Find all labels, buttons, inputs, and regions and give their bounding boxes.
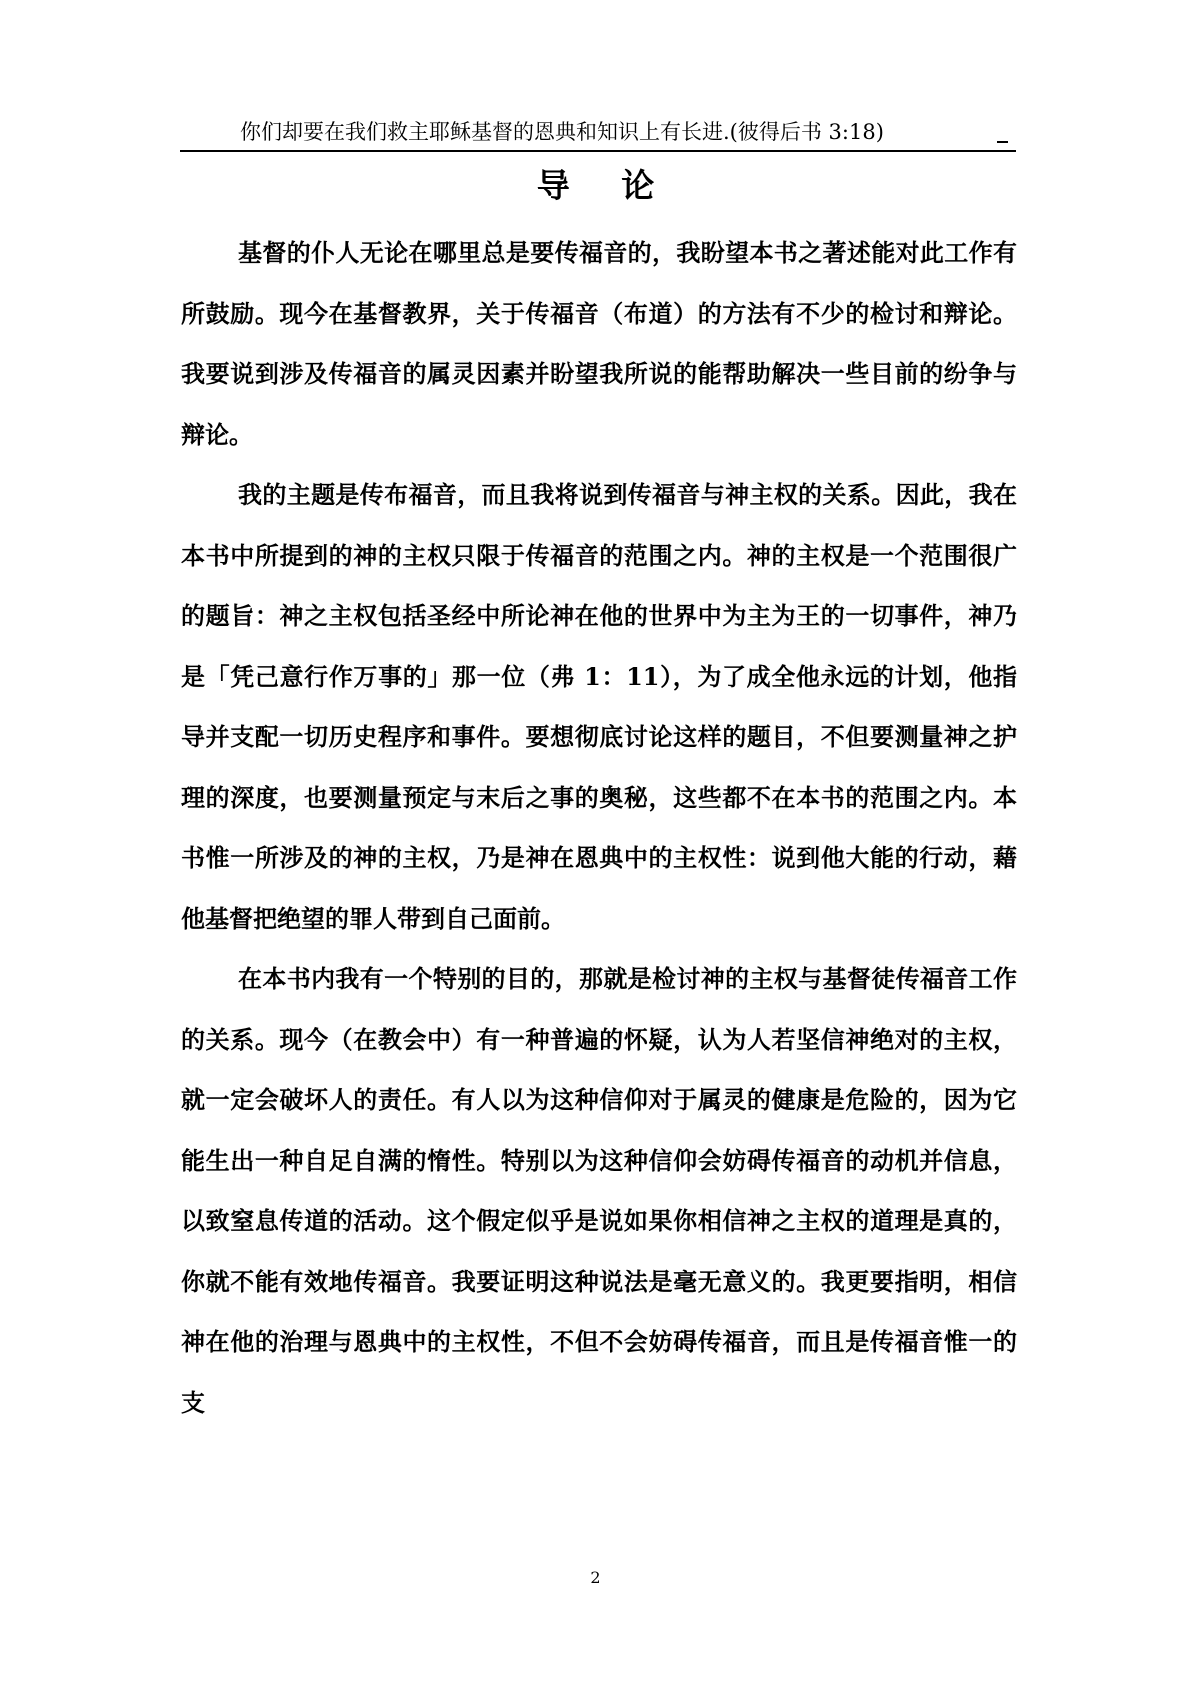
paragraph-1: 基督的仆人无论在哪里总是要传福音的，我盼望本书之著述能对此工作有所鼓励。现今在基督教界，关于传福音（布道）的方法有不少的检讨和辩论。我要说到涉及传福音的属灵因素并盼望我所说的能帮助解决一些目前的纷争与辩论。 — [181, 238, 1017, 449]
body-text — [181, 223, 1017, 1433]
running-header — [180, 112, 1016, 152]
running-header-text: 你们却要在我们救主耶稣基督的恩典和知识上有长进.(彼得后书 3:18) — [240, 120, 884, 144]
paragraph-2: 我的主题是传布福音，而且我将说到传福音与神主权的关系。因此，我在本书中所提到的神的主权只限于传福音的范围之内。神的主权是一个范围很广的题旨：神之主权包括圣经中所论神在他的世界中为主为王的一切事件，神乃是「凭己意行作万事的」那一位（弗 1：11），为了成全他永远的计划，他指导并支配一切历史程序和事件。要想彻底讨论这样的题目，不但要测量神之护理的深度，也要测量预定与末后之事的奥秘，这些都不在本书的范围之内。本书惟一所涉及的神的主权，乃是神在恩典中的主权性：说到他大能的行动，藉他基督把绝望的罪人带到自己面前。 — [181, 480, 1017, 933]
chapter-title: 导 论 — [536, 166, 675, 205]
page-number: 2 — [590, 1568, 601, 1587]
header-underscore-mark — [997, 141, 1008, 143]
paragraph-3: 在本书内我有一个特别的目的，那就是检讨神的主权与基督徒传福音工作的关系。现今（在教会中）有一种普遍的怀疑，认为人若坚信神绝对的主权，就一定会破坏人的责任。有人以为这种信仰对于属灵的健康是危险的，因为它能生出一种自足自满的惰性。特别以为这种信仰会妨碍传福音的动机并信息，以致窒息传道的活动。这个假定似乎是说如果你相信神之主权的道理是真的，你就不能有效地传福音。我要证明这种说法是毫无意义的。我更要指明，相信神在他的治理与恩典中的主权性，不但不会妨碍传福音，而且是传福音惟一的支 — [181, 964, 1017, 1417]
